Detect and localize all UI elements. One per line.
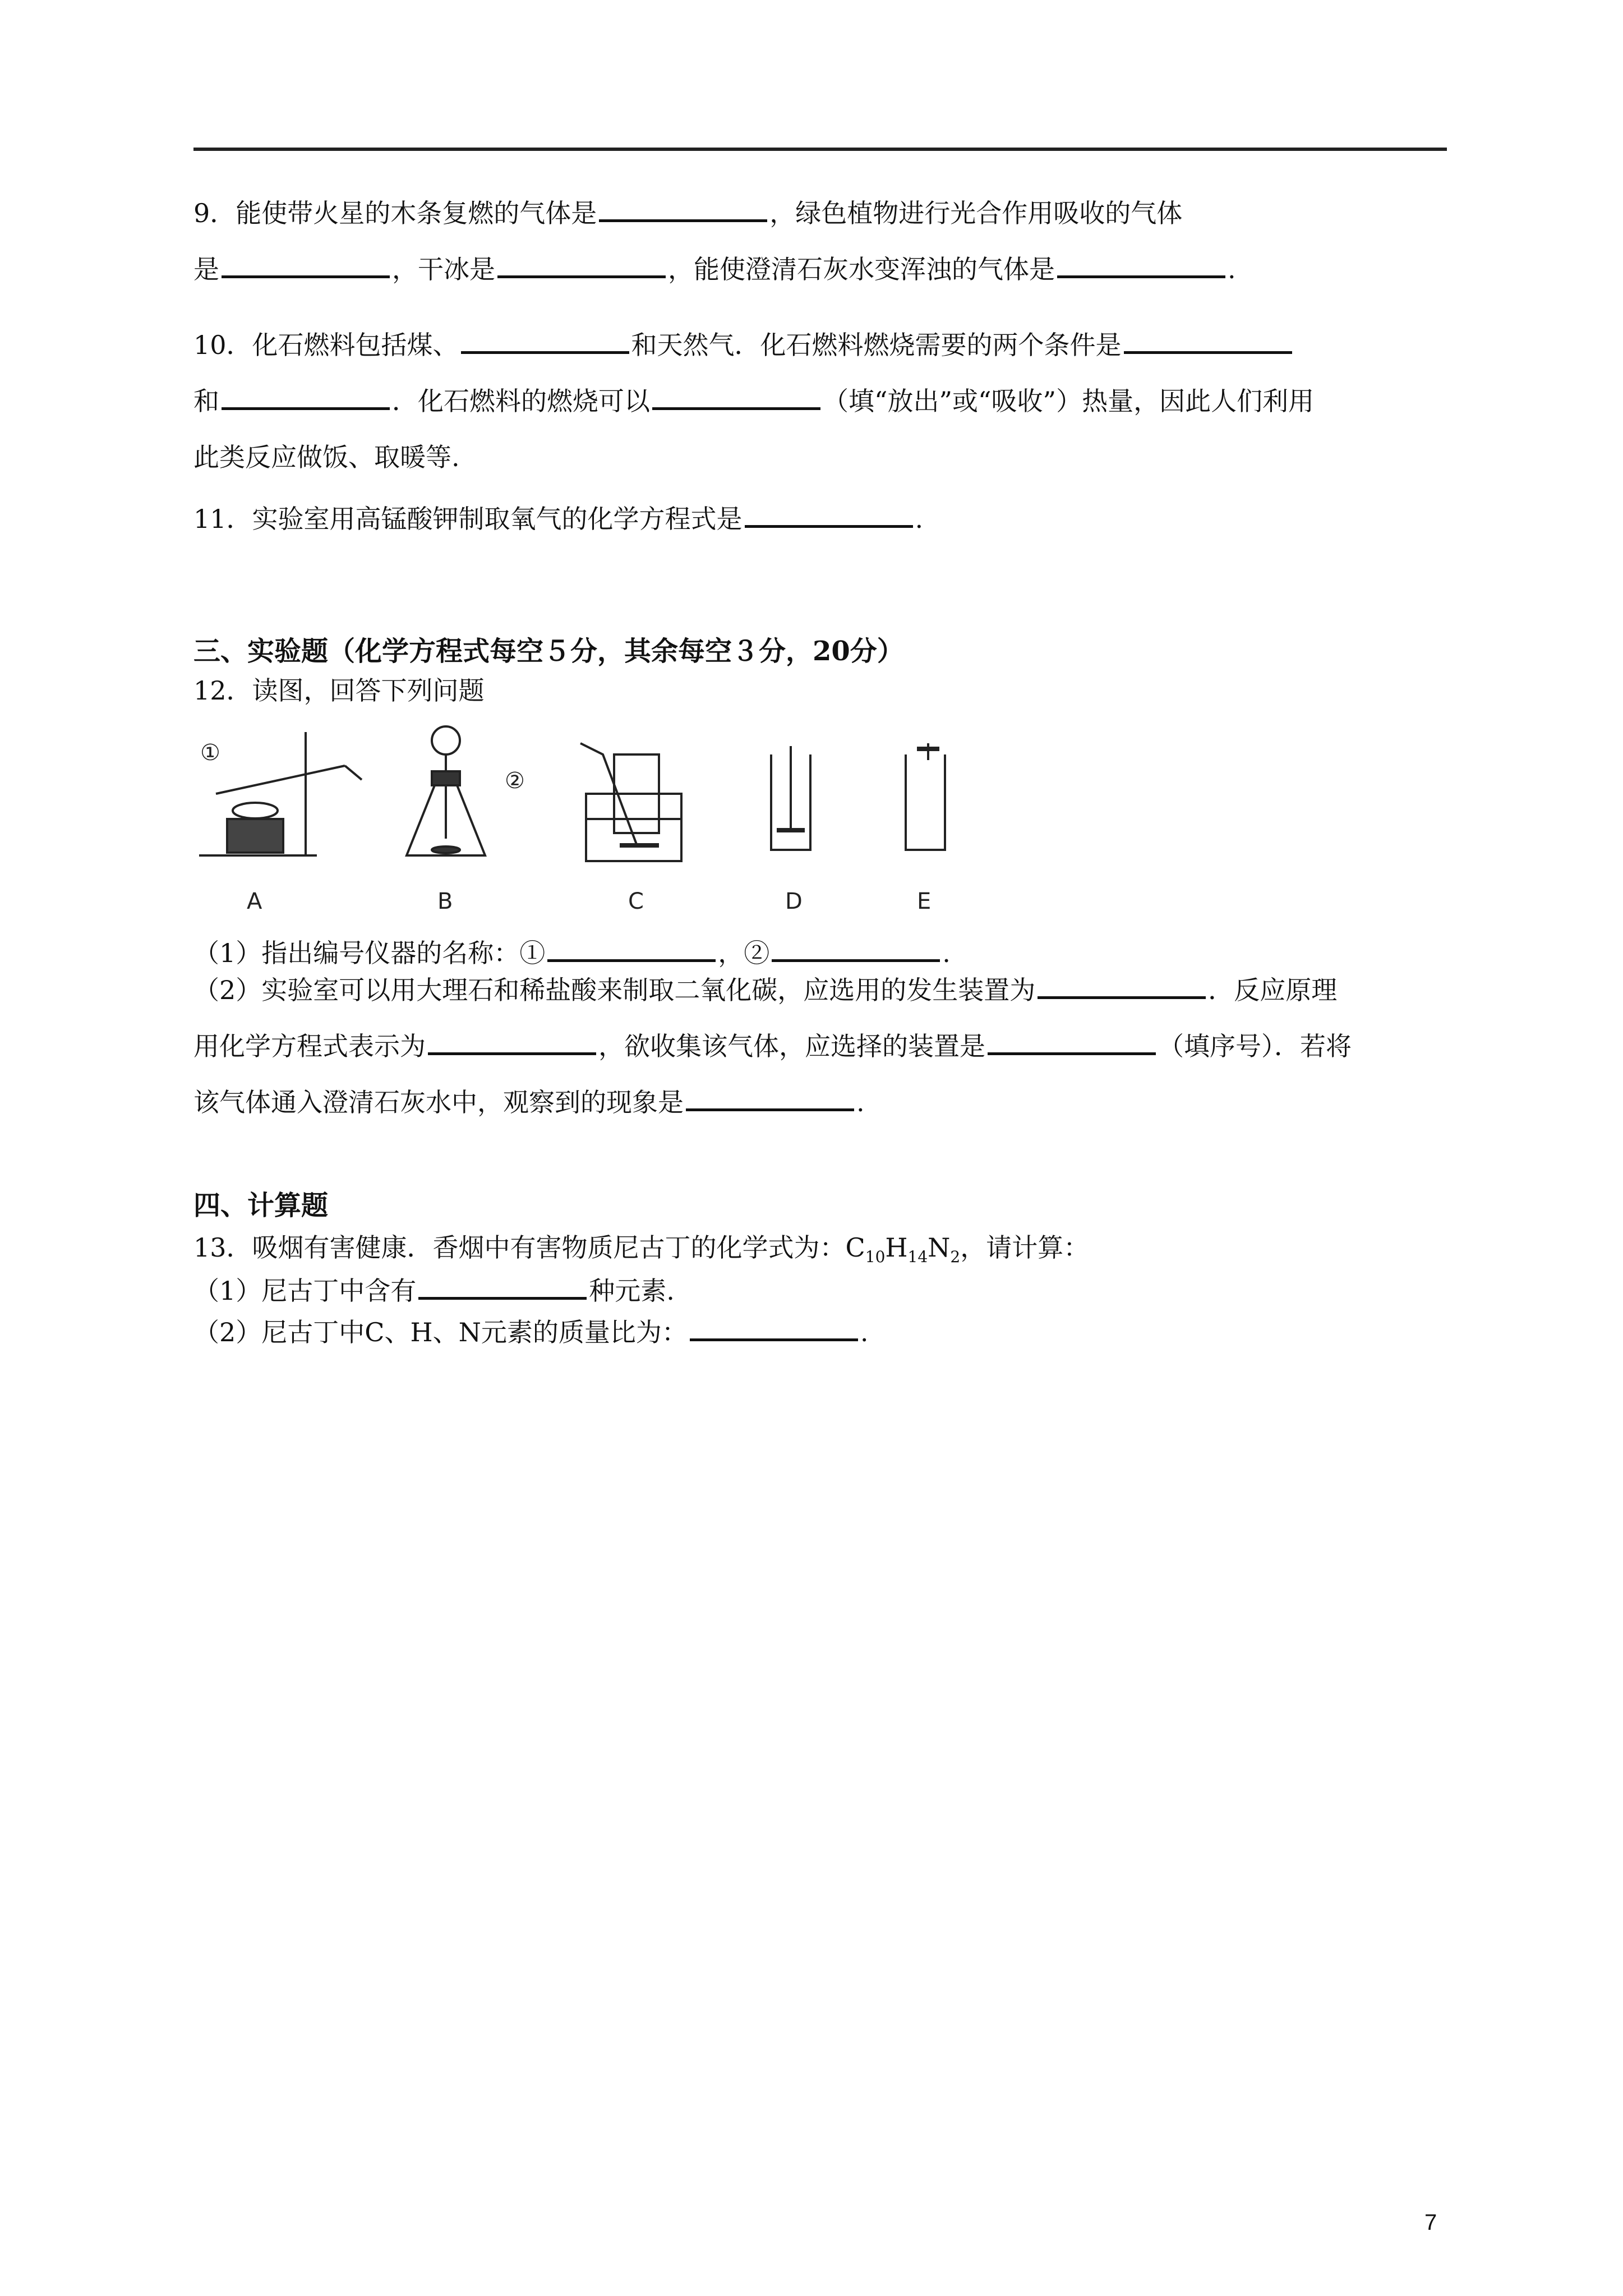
apparatus-svg <box>193 721 1012 923</box>
page-number: 7 <box>1424 2210 1437 2235</box>
apparatus-b <box>407 726 485 855</box>
question-10 <box>193 317 1444 485</box>
label-b: B <box>437 889 453 914</box>
q11-blank-1[interactable] <box>745 497 913 528</box>
q12-s1-text-3: . <box>942 938 951 968</box>
q13-intro-end: ，请计算： <box>960 1232 1090 1263</box>
q9-text-3: 是 <box>193 254 219 284</box>
marker-2: ② <box>505 768 525 794</box>
q12-title: 12．读图，回答下列问题 <box>193 675 485 706</box>
q10-text-5: （填“放出”或“吸收”）热量，因此人们利用 <box>823 386 1315 416</box>
q12-s2-text-6: 该气体通入澄清石灰水中，观察到的现象是 <box>193 1087 684 1117</box>
q9-blank-3[interactable] <box>497 247 666 278</box>
question-11 <box>193 491 1444 547</box>
q10-blank-1[interactable] <box>461 323 629 354</box>
apparatus-d <box>771 746 810 850</box>
q9-text-1: 9．能使带火星的木条复燃的气体是 <box>193 198 597 228</box>
q9-text-5: ，能使澄清石灰水变浑浊的气体是 <box>668 254 1055 284</box>
apparatus-c <box>580 743 681 861</box>
label-d: D <box>785 889 803 914</box>
q13-s2-text-1: （2）尼古丁中C、H、N元素的质量比为： <box>193 1317 688 1347</box>
q10-text-1: 10．化石燃料包括煤、 <box>193 330 459 360</box>
question-9 <box>193 185 1444 297</box>
q12-s1-text-1: （1）指出编号仪器的名称：① <box>193 938 546 968</box>
q13-s2-blank-1[interactable] <box>690 1310 858 1341</box>
q13-s1-text-2: 种元素. <box>589 1276 675 1306</box>
q12-s2-blank-4[interactable] <box>686 1080 854 1111</box>
q9-text-6: . <box>1228 254 1236 284</box>
label-c: C <box>628 889 644 914</box>
q10-text-4: ．化石燃料的燃烧可以 <box>392 386 650 416</box>
q12-s1-blank-1[interactable] <box>547 931 716 962</box>
q12-s2-text-1: （2）实验室可以用大理石和稀盐酸来制取二氧化碳，应选用的发生装置为 <box>193 975 1036 1005</box>
q12-s2-blank-1[interactable] <box>1038 968 1206 999</box>
q12-s1-text-2: ，② <box>718 938 770 968</box>
q12-s2-blank-3[interactable] <box>988 1024 1156 1055</box>
q12-sub-2 <box>193 962 1444 1130</box>
q10-text-6: 此类反应做饭、取暖等. <box>193 442 460 472</box>
apparatus-figure <box>193 721 1012 923</box>
q13-intro <box>193 1227 1089 1266</box>
q11-text-2: . <box>915 504 924 534</box>
apparatus-a <box>199 732 362 855</box>
q9-blank-4[interactable] <box>1057 247 1225 278</box>
q10-blank-2[interactable] <box>1124 323 1292 354</box>
q10-blank-4[interactable] <box>652 379 820 410</box>
header-rule <box>193 148 1447 151</box>
q12-s2-text-4: ，欲收集该气体，应选择的装置是 <box>598 1031 985 1061</box>
label-a: A <box>247 889 262 914</box>
q12-s2-blank-2[interactable] <box>428 1024 596 1055</box>
q12-s2-text-3: 用化学方程式表示为 <box>193 1031 426 1061</box>
q9-blank-2[interactable] <box>222 247 390 278</box>
nicotine-formula: $C_{10}H_{14}N_2$ <box>845 1232 961 1267</box>
marker-1: ① <box>200 740 220 766</box>
section-4-heading: 四、计算题 <box>193 1190 329 1221</box>
q9-text-2: ，绿色植物进行光合作用吸收的气体 <box>769 198 1183 228</box>
q9-blank-1[interactable] <box>599 191 767 222</box>
q12-s2-text-5: （填序号）．若将 <box>1158 1031 1352 1061</box>
q13-s1-blank-1[interactable] <box>418 1269 587 1300</box>
apparatus-e <box>906 743 945 850</box>
q10-text-2: 和天然气．化石燃料燃烧需要的两个条件是 <box>631 330 1122 360</box>
section-3-heading: 三、实验题（化学方程式每空５分，其余每空３分，20分） <box>193 636 904 667</box>
q13-s2-text-2: . <box>860 1317 869 1347</box>
q12-s2-text-7: . <box>856 1087 865 1117</box>
q12-s2-text-2: ．反应原理 <box>1208 975 1338 1005</box>
q10-text-3: 和 <box>193 386 219 416</box>
q12-s1-blank-2[interactable] <box>772 931 940 962</box>
q9-text-4: ，干冰是 <box>392 254 495 284</box>
q13-sub-1 <box>193 1269 675 1308</box>
q10-blank-3[interactable] <box>222 379 390 410</box>
q13-intro-text: 13．吸烟有害健康．香烟中有害物质尼古丁的化学式为： <box>193 1232 846 1263</box>
q11-text-1: 11．实验室用高锰酸钾制取氧气的化学方程式是 <box>193 504 743 534</box>
q13-sub-2 <box>193 1310 868 1349</box>
q13-s1-text-1: （1）尼古丁中含有 <box>193 1276 417 1306</box>
label-e: E <box>917 889 932 914</box>
